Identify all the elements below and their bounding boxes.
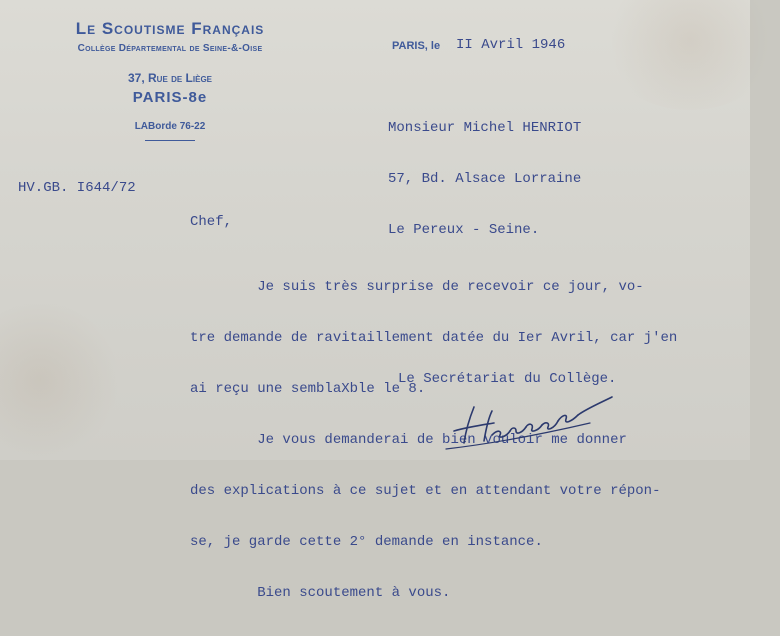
handwritten-signature [440, 385, 620, 455]
recipient-line: Le Pereux - Seine. [388, 222, 540, 238]
recipient-line: Monsieur Michel HENRIOT [388, 120, 582, 136]
reference-number: HV.GB. I644/72 [18, 180, 136, 196]
letterhead-college: Collège Départemental de Seine-&-Oise [77, 43, 263, 54]
body-line: Je vous demanderai de bien vouloir me donner [190, 432, 627, 448]
body-line: Je suis très surprise de recevoir ce jour, vo- [190, 279, 644, 295]
letterhead-city: PARIS-8e [132, 89, 208, 106]
closing-signature-line: Le Secrétariat du Collège. [398, 371, 617, 387]
paper-stain [600, 0, 780, 110]
body-line: ai reçu une semblaXble le 8. [190, 381, 426, 397]
letterhead-phone: LABorde 76-22 [134, 121, 206, 132]
dateline-date: II Avril 1946 [456, 37, 566, 53]
paper-stain [0, 300, 120, 460]
letterhead-street: 37, Rue de Liège [127, 71, 213, 85]
letterhead-organization: Le Scoutisme Français [75, 19, 265, 38]
letterhead [20, 18, 320, 141]
body-line: se, je garde cette 2° demande en instance. [190, 534, 543, 550]
salutation: Chef, [190, 214, 233, 230]
body-line: tre demande de ravitaillement datée du Ier Avril, car j'en [190, 330, 678, 346]
letterhead-divider [145, 140, 195, 141]
body-line: des explications à ce sujet et en attendant votre répon- [190, 483, 661, 499]
body-line: Bien scoutement à vous. [190, 585, 451, 601]
dateline-place-label: PARIS, le [392, 40, 441, 52]
recipient-line: 57, Bd. Alsace Lorraine [388, 171, 582, 187]
